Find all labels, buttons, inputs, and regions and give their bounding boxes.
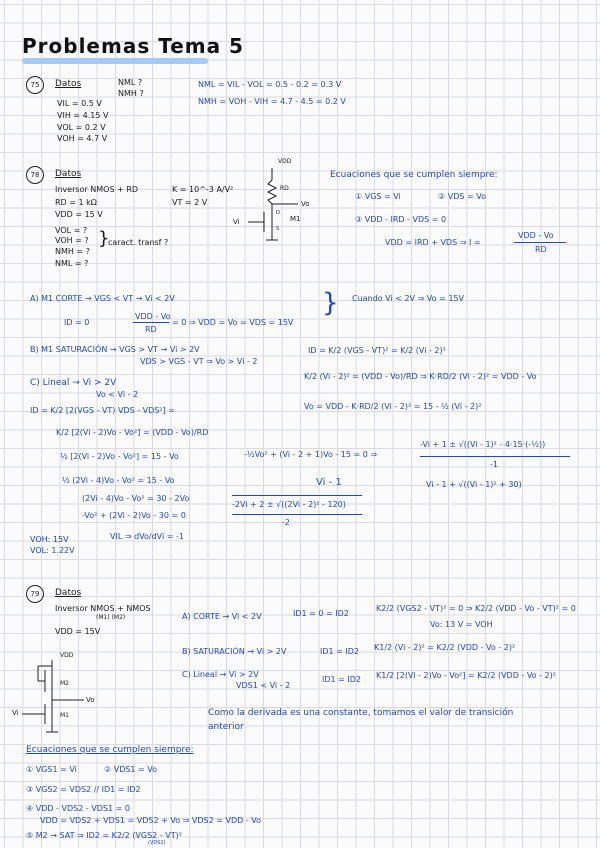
- p78-b-eq2: K/2 (Vi - 2)² = (VDD - Vo)/RD ⇒ K·RD/2 (Vi - 2)² = VDD - Vo: [304, 372, 537, 381]
- p79-e3: ③ VGS2 = VDS2 // ID1 = ID2: [26, 785, 141, 794]
- p78-circ-m1: M1: [290, 215, 301, 223]
- p79-b-line: B) SATURACIÓN → Vi > 2V: [182, 647, 287, 656]
- p75-vol: VOL = 0.2 V: [57, 123, 106, 132]
- p78-b-line2: VDS > VGS - VT ⇒ Vo > Vi - 2: [140, 357, 258, 366]
- p75-datos-label: Datos: [55, 79, 82, 89]
- p79-inverter: Inversor NMOS + NMOS: [55, 604, 151, 613]
- p79-e4: ④ VDD - VDS2 - VDS1 = 0: [26, 804, 130, 813]
- p78-ec2: ② VDS = Vo: [438, 192, 486, 201]
- p78-circ-d: D: [276, 210, 280, 216]
- p79-circ-vi: Vi: [12, 709, 19, 717]
- p78-inverter: Inversor NMOS + RD: [55, 185, 139, 194]
- p79-circ-vo: Vo: [86, 696, 95, 704]
- p78-voh-result: VOH: 15V: [30, 535, 69, 544]
- p78-vol-result: VOL: 1.22V: [30, 546, 75, 555]
- p79-note-line1: Como la derivada es una constante, tomamos el valor de transición: [208, 708, 514, 718]
- p78-k: K = 10^-3 A/V²: [172, 185, 234, 194]
- p78-b-eq3: Vo = VDD - K·RD/2 (Vi - 2)² = 15 - ½ (Vi - 2)²: [304, 402, 482, 411]
- p78-c-quad-left: -2Vi + 2 ± √((2Vi - 2)² - 120): [232, 500, 346, 509]
- p78-a-brace: }: [322, 288, 339, 318]
- p79-c-id: ID1 = ID2: [322, 675, 362, 684]
- p78-circ-vi: Vi: [233, 218, 240, 226]
- p78-c-quad-right: -Vi + 1 ± √((Vi - 1)² - 4·15·(-½)): [420, 440, 546, 449]
- p78-nmh: NMH = ?: [55, 247, 90, 256]
- page-title: Problemas Tema 5: [22, 34, 244, 58]
- p79-a-res: Vo: 13 V = VOH: [430, 620, 493, 629]
- p78-ec4: VDD = IRD + VDS ⇒ I =: [385, 238, 481, 247]
- p78-c-line2: Vo < Vi - 2: [96, 390, 139, 399]
- p79-vdd: VDD = 15V: [55, 627, 101, 636]
- p78-circ-s: S: [276, 226, 280, 232]
- p78-b-line1: B) M1 SATURACIÓN → VGS > VT → Vi > 2V: [30, 345, 200, 354]
- p75-vil: VIL = 0.5 V: [57, 99, 102, 108]
- p78-voh: VOH = ?: [55, 236, 89, 245]
- p78-a-id: ID = 0: [64, 318, 90, 327]
- p78-c-result: Vi - 1 + √((Vi - 1)² + 30): [426, 480, 522, 489]
- p79-note-line2: anterior: [208, 722, 244, 732]
- p78-brace: }: [98, 228, 110, 249]
- p78-c-l2: ½ [2(Vi - 2)Vo - Vo²] = 15 - Vo: [60, 452, 179, 461]
- p78-circ-vdd: VDD: [278, 158, 292, 165]
- p79-e1b: ② VDS1 = Vo: [104, 765, 158, 774]
- p79-circ-m1: M1: [60, 712, 69, 719]
- p78-c-id: ID = K/2 [2(VGS - VT) VDS - VDS²] =: [30, 406, 175, 415]
- p79-b-eq: K1/2 (Vi - 2)² = K2/2 (VDD - Vo - 2)²: [374, 643, 516, 652]
- p79-a-id: ID1 = 0 = ID2: [293, 609, 349, 618]
- p78-a-frac-num: VDD - Vo: [135, 312, 171, 321]
- p78-c-mid2: Vi - 1: [316, 477, 342, 488]
- p78-ec1: ① VGS = Vi: [355, 192, 401, 201]
- p75-ask-nmh: NMH ?: [118, 89, 144, 98]
- p75-nmh-equation: NMH = VOH - VIH = 4.7 - 4.5 = 0.2 V: [198, 97, 346, 106]
- p78-vol: VOL = ?: [55, 226, 88, 235]
- p79-a-line: A) CORTE → Vi < 2V: [182, 612, 262, 621]
- p79-c-line2: VDS1 < Vi - 2: [236, 681, 291, 690]
- p78-a-rest: = 0 ⇒ VDD = Vo = VDS = 15V: [172, 318, 294, 327]
- p78-a-line: A) M1 CORTE → VGS < VT → Vi < 2V: [30, 294, 175, 303]
- p79-m1m2: (M1) (M2): [96, 614, 126, 621]
- p78-a-frac-den: RD: [145, 325, 157, 334]
- p78-ec4-den: RD: [535, 245, 547, 254]
- p75-voh: VOH = 4.7 V: [57, 134, 108, 143]
- p78-c-l3: ½ (2Vi - 4)Vo - Vo² = 15 - Vo: [62, 476, 175, 485]
- p78-vil-equation: VIL ⇒ dVo/dVi = -1: [110, 532, 184, 541]
- p79-datos-label: Datos: [55, 588, 82, 598]
- p79-e1a: ① VGS1 = Vi: [26, 765, 77, 774]
- p79-circ-m2: M2: [60, 680, 69, 687]
- p78-ec-title: Ecuaciones que se cumplen siempre:: [330, 170, 498, 180]
- p78-nml: NML = ?: [55, 259, 89, 268]
- problem-number-79: 79: [26, 585, 44, 603]
- p79-b-id: ID1 = ID2: [320, 647, 360, 656]
- p78-circ-rd: RD: [280, 185, 289, 192]
- p78-a-right: Cuando Vi < 2V ⇒ Vo = 15V: [352, 294, 464, 303]
- p78-c-l5: -Vo² + (2Vi - 2)Vo - 30 = 0: [82, 511, 186, 520]
- p78-datos-label: Datos: [55, 169, 82, 179]
- p78-ec3: ③ VDD - IRD - VDS = 0: [355, 215, 447, 224]
- p78-c-mid: -½Vo² + (Vi - 2 + 1)Vo - 15 = 0 ⇒: [244, 450, 378, 459]
- p79-c-line1: C) Lineal → Vi > 2V: [182, 670, 259, 679]
- p75-vih: VIH = 4.15 V: [57, 111, 109, 120]
- p79-a-eq: K2/2 (VGS2 - VT)² = 0 ⇒ K2/2 (VDD - Vo - VT)² = 0: [376, 604, 576, 613]
- p79-ec-title: Ecuaciones que se cumplen siempre:: [26, 745, 194, 755]
- p75-nml-equation: NML = VIL - VOL = 0.5 - 0.2 = 0.3 V: [198, 80, 342, 89]
- p79-c-eq: K1/2 [2(Vi - 2)Vo - Vo²] = K2/2 (VDD - Vo - 2)²: [376, 671, 556, 680]
- p78-c-quad-left-den: -2: [282, 518, 290, 527]
- p78-vt: VT = 2 V: [172, 198, 208, 207]
- p78-ec4-num: VDD - Vo: [518, 231, 554, 240]
- p79-e5: ⑤ M2 → SAT ⇒ ID2 = K2/2 (VGS2 - VT)²: [26, 831, 182, 840]
- p78-rd: RD = 1 kΩ: [55, 198, 97, 207]
- p78-caract: caract. transf ?: [108, 238, 169, 247]
- p78-c-l4: (2Vi - 4)Vo - Vo² = 30 - 2Vo: [82, 494, 190, 503]
- p78-c-quad-right-den: -1: [490, 460, 498, 469]
- p79-circ-vdd: VDD: [60, 652, 74, 659]
- p79-e5b: (VDS2): [148, 840, 166, 846]
- p75-ask-nml: NML ?: [118, 78, 143, 87]
- p78-b-eq: ID = K/2 (VGS - VT)² = K/2 (Vi - 2)²: [308, 346, 446, 355]
- p79-e4b: VDD = VDS2 + VDS1 = VDS2 + Vo ⇒ VDS2 = VDD - Vo: [40, 816, 261, 825]
- p78-circ-vo: Vo: [301, 200, 310, 208]
- problem-number-75: 75: [26, 76, 44, 94]
- p78-vdd: VDD = 15 V: [55, 210, 103, 219]
- p78-c-l1: K/2 [2(Vi - 2)Vo - Vo²] = (VDD - Vo)/RD: [56, 428, 209, 437]
- p78-c-line1: C) Lineal → Vi > 2V: [30, 378, 117, 388]
- problem-number-78: 78: [26, 166, 44, 184]
